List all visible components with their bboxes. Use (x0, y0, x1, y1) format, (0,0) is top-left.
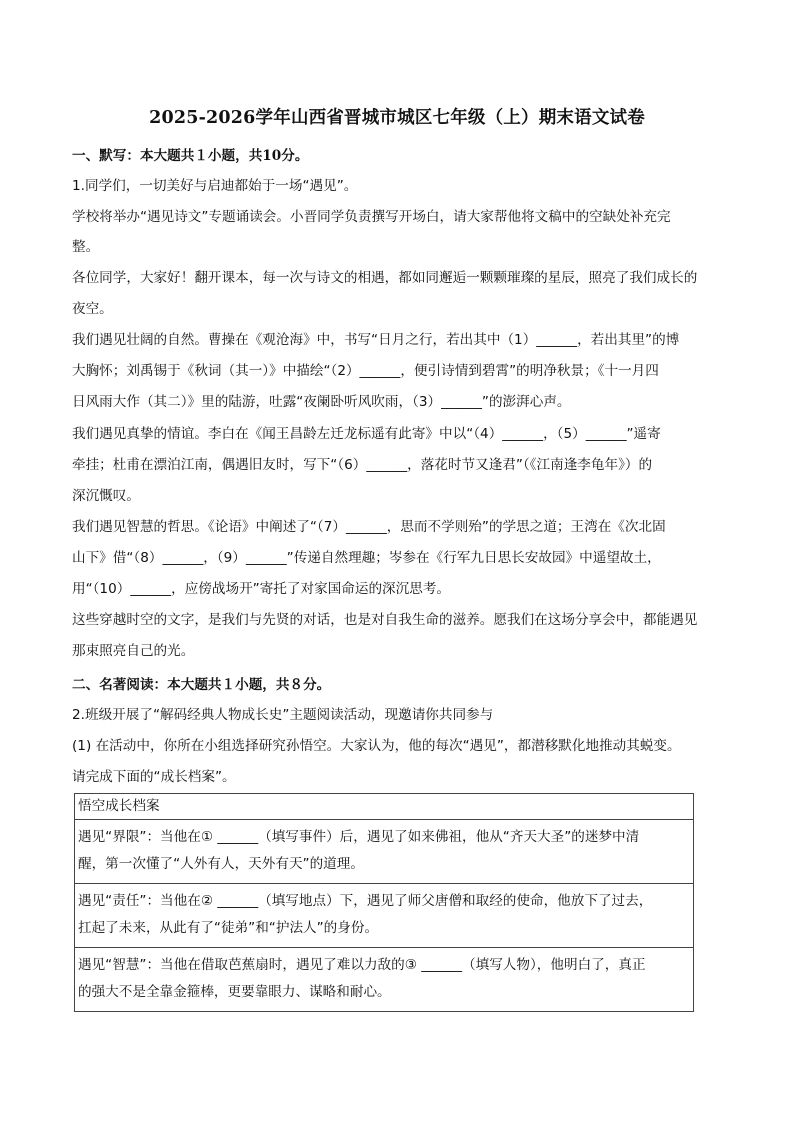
text-line: 牵挂；杜甫在漂泊江南，偶遇旧友时，写下“（6）______，落花时节又逢君”（《江南逢李龟年》）的 (72, 457, 653, 473)
table-header-row (75, 794, 694, 820)
table-row (75, 820, 694, 884)
text-line: 各位同学，大家好！翻开课本，每一次与诗文的相遇，都如同邂逅一颗颗璀璨的星辰，照亮了我们成长的 (72, 270, 698, 286)
growth-archive-table (74, 793, 694, 1012)
cell-text-line: 遇见“智慧”：当他在借取芭蕉扇时，遇见了难以力敌的③ ______（填写人物），他明白了，真正 (78, 957, 646, 973)
text-line: 我们遇见壮阔的自然。曹操在《观沧海》中，书写“日月之行，若出其中（1）______，若出其里”的博 (72, 332, 680, 348)
cell-text-line: 扛起了未来，从此有了“徒弟”和“护法人”的身份。 (78, 920, 379, 936)
cell-text-line: 的强大不是全靠金箍棒，更要靠眼力、谋略和耐心。 (78, 984, 391, 1000)
text-line: 大胸怀；刘禹锡于《秋词（其一）》中描绘“（2）______，便引诗情到碧霄”的明净秋景；《十一月四 (72, 363, 659, 379)
section-heading: 一、默写：本大题共１小题，共10分。 (72, 148, 309, 164)
text-line: 学校将举办“遇见诗文”专题诵读会。小晋同学负责撰写开场白，请大家帮他将文稿中的空缺处补充完 (72, 209, 671, 225)
table-row (75, 948, 694, 1012)
section-heading: 二、名著阅读：本大题共１小题，共８分。 (72, 677, 331, 693)
exam-title: 2025-2026学年山西省晋城市城区七年级（上）期末语文试卷 (149, 108, 645, 128)
text-line: 那束照亮自己的光。 (72, 643, 195, 659)
cell-text-line: 遇见“责任”：当他在② ______（填写地点）下，遇见了师父唐僧和取经的使命，他放下了过去， (78, 893, 653, 909)
table-cell (75, 948, 694, 1012)
table-cell (75, 820, 694, 884)
text-line: 夜空。 (72, 301, 113, 317)
text-line: 日风雨大作（其二）》里的陆游，吐露“夜阑卧听风吹雨，（3）______”的澎湃心声。 (72, 394, 571, 410)
cell-text-line: 醒，第一次懂了“人外有人，天外有天”的道理。 (78, 856, 364, 872)
text-line: 请完成下面的“成长档案”。 (72, 769, 236, 785)
text-line: 我们遇见真挚的情谊。李白在《闻王昌龄左迁龙标遥有此寄》中以“（4）______，（5）______”遥寄 (72, 426, 661, 442)
text-line: 整。 (72, 239, 100, 255)
table-row (75, 884, 694, 948)
table-header-cell: 悟空成长档案 (75, 794, 694, 820)
text-line: 用“（10）______，应傍战场开”寄托了对家国命运的深沉思考。 (72, 581, 451, 597)
cell-text-line: 遇见“界限”：当他在① ______（填写事件）后，遇见了如来佛祖，他从“齐天大圣”的迷梦中清 (78, 829, 640, 845)
text-line: 这些穿越时空的文字，是我们与先贤的对话，也是对自我生命的滋养。愿我们在这场分享会中，都能遇见 (72, 612, 698, 628)
table-cell (75, 884, 694, 948)
text-line: 山下》借“（8）______，（9）______”传递自然理趣；岑参在《行军九日思长安故园》中遥望故土， (72, 550, 661, 566)
text-line: 2.班级开展了“解码经典人物成长史”主题阅读活动，现邀请你共同参与 (72, 707, 494, 723)
text-line: 深沉慨叹。 (72, 488, 140, 504)
text-line: (1) 在活动中，你所在小组选择研究孙悟空。大家认为，他的每次“遇见”，都潜移默化地推动其蜕变。 (72, 738, 681, 754)
text-line: 我们遇见智慧的哲思。《论语》中阐述了“（7）______，思而不学则殆”的学思之道；王湾在《次北固 (72, 519, 666, 535)
text-line: 1.同学们，一切美好与启迪都始于一场“遇见”。 (72, 178, 358, 194)
